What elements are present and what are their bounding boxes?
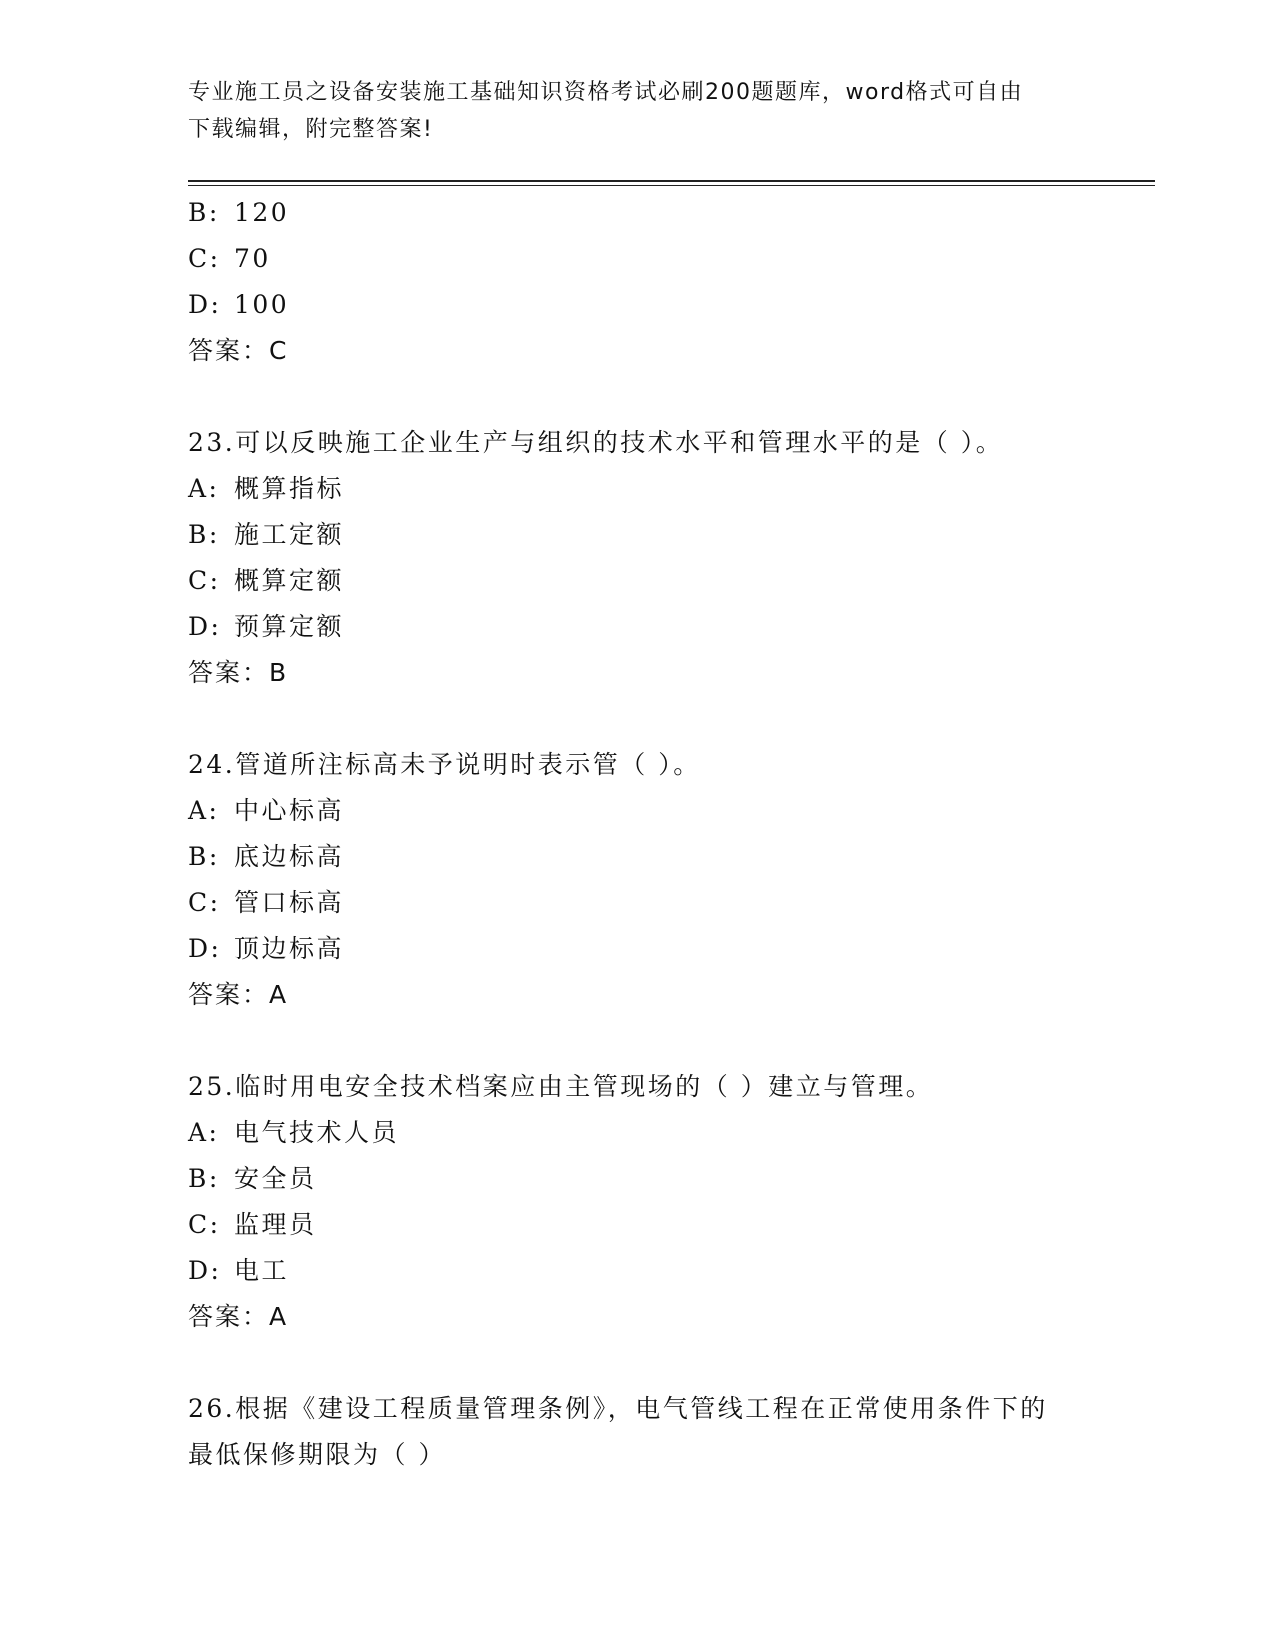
option-key: C: [188, 1210, 221, 1239]
answer: 答案：C [188, 336, 289, 365]
option-key: B: [188, 842, 220, 871]
spacer [188, 1018, 1088, 1064]
question-text: 23.可以反映施工企业生产与组织的技术水平和管理水平的是（ ）。 [188, 428, 1004, 457]
option-d [188, 926, 1088, 972]
answer: 答案：A [188, 980, 289, 1009]
option-key: B: [188, 520, 220, 549]
option-b [188, 190, 1088, 236]
option-text: 电气技术人员 [234, 1118, 400, 1147]
option-text: 底边标高 [234, 842, 345, 871]
option-text: 70 [234, 244, 271, 273]
option-b [188, 834, 1088, 880]
option-text: 120 [234, 198, 290, 227]
option-text: 电工 [234, 1256, 290, 1285]
header-divider-thick [188, 180, 1155, 182]
option-a [188, 1110, 1088, 1156]
option-key: C: [188, 566, 221, 595]
option-text: 顶边标高 [234, 934, 345, 963]
answer: 答案：A [188, 1302, 289, 1331]
option-a [188, 788, 1088, 834]
option-key: D: [188, 290, 222, 319]
option-key: B: [188, 198, 220, 227]
question-22 [188, 190, 1088, 374]
spacer [188, 1340, 1088, 1386]
question-text: 26.根据《建设工程质量管理条例》，电气管线工程在正常使用条件下的最低保修期限为（ ） [188, 1394, 1048, 1469]
option-c [188, 1202, 1088, 1248]
option-text: 100 [234, 290, 290, 319]
option-c [188, 880, 1088, 926]
document-header [188, 74, 1088, 148]
option-text: 预算定额 [234, 612, 345, 641]
option-a [188, 466, 1088, 512]
option-c [188, 558, 1088, 604]
question-24 [188, 742, 1088, 1018]
option-text: 管口标高 [234, 888, 345, 917]
option-key: A: [188, 1118, 220, 1147]
option-text: 概算定额 [234, 566, 345, 595]
question-23 [188, 420, 1088, 696]
header-divider-thin [188, 185, 1155, 186]
option-key: C: [188, 244, 221, 273]
header-line-2: 下载编辑，附完整答案! [188, 117, 434, 142]
option-d [188, 282, 1088, 328]
option-b [188, 1156, 1088, 1202]
option-key: D: [188, 1256, 222, 1285]
option-key: C: [188, 888, 221, 917]
answer: 答案：B [188, 658, 289, 687]
spacer [188, 374, 1088, 420]
option-key: A: [188, 796, 220, 825]
option-text: 概算指标 [234, 474, 345, 503]
option-c [188, 236, 1088, 282]
spacer [188, 696, 1088, 742]
question-text: 25.临时用电安全技术档案应由主管现场的（ ）建立与管理。 [188, 1072, 934, 1101]
option-d [188, 604, 1088, 650]
option-text: 中心标高 [234, 796, 345, 825]
option-key: A: [188, 474, 220, 503]
option-key: D: [188, 612, 222, 641]
option-key: D: [188, 934, 222, 963]
option-text: 安全员 [234, 1164, 317, 1193]
question-list [188, 190, 1088, 1478]
option-key: B: [188, 1164, 220, 1193]
header-line-1: 专业施工员之设备安装施工基础知识资格考试必刷200题题库，word格式可自由 [188, 80, 1024, 105]
option-b [188, 512, 1088, 558]
question-26 [188, 1386, 1088, 1478]
question-text: 24.管道所注标高未予说明时表示管（ ）。 [188, 750, 701, 779]
option-d [188, 1248, 1088, 1294]
option-text: 监理员 [234, 1210, 317, 1239]
question-25 [188, 1064, 1088, 1340]
option-text: 施工定额 [234, 520, 345, 549]
